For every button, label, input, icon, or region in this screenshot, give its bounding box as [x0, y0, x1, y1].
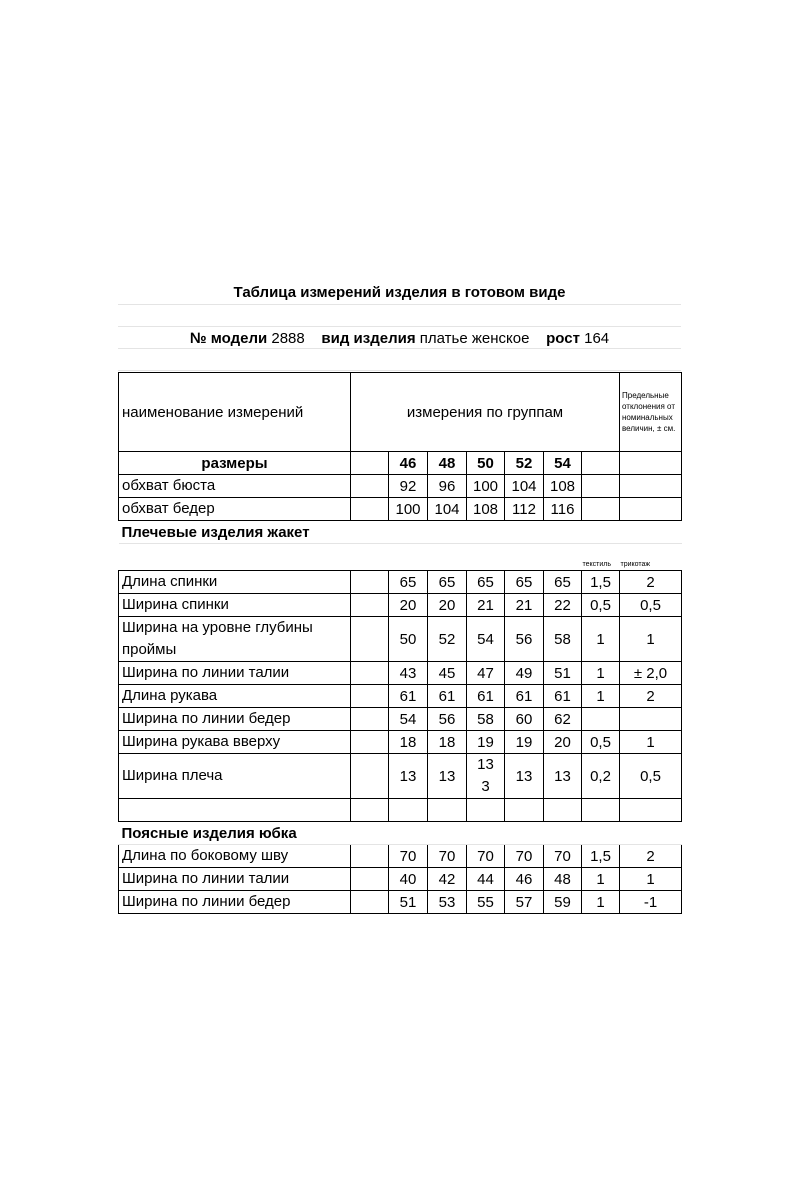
tolerance-knit: 2 [620, 685, 682, 708]
tolerance-textile [582, 498, 620, 521]
empty-cell [351, 799, 389, 822]
tolerance-textile: 0,2 [582, 754, 620, 799]
measurement-value: 92 [389, 475, 428, 498]
measurement-value: 52 [428, 617, 467, 662]
measurement-value: 54 [389, 708, 428, 731]
tolerance-label-knit: трикотаж [620, 544, 682, 571]
measurement-value: 61 [428, 685, 467, 708]
measurement-value: 100 [467, 475, 505, 498]
size-50: 50 [467, 452, 505, 475]
measurement-value: 61 [467, 685, 505, 708]
size-52: 52 [505, 452, 544, 475]
measurement-value: 60 [505, 708, 544, 731]
measurement-value: 20 [389, 594, 428, 617]
empty-cell [351, 452, 389, 475]
measurement-value: 49 [505, 662, 544, 685]
section-row [119, 521, 682, 544]
measurement-value: 22 [544, 594, 582, 617]
measurement-value: 65 [428, 571, 467, 594]
measurement-value: 116 [544, 498, 582, 521]
table-row [119, 708, 682, 731]
tolerance-textile: 1 [582, 891, 620, 914]
measurement-value: 19 [505, 731, 544, 754]
empty-cell [351, 868, 389, 891]
table-row [119, 498, 682, 521]
measurement-value: 58 [467, 708, 505, 731]
measurement-name: обхват бедер [119, 498, 351, 521]
measurement-value: 13 3 [467, 754, 505, 799]
measurement-value: 59 [544, 891, 582, 914]
table-row [119, 891, 682, 914]
empty-cell [119, 799, 351, 822]
measurement-name: Ширина рукава вверху [119, 731, 351, 754]
measurement-value: 108 [544, 475, 582, 498]
header-row [119, 373, 682, 452]
measurement-value: 44 [467, 868, 505, 891]
table-row [119, 868, 682, 891]
tolerance-textile: 1 [582, 685, 620, 708]
measurement-value: 65 [505, 571, 544, 594]
measurement-name: обхват бюста [119, 475, 351, 498]
model-info [118, 330, 681, 347]
measurement-value: 70 [505, 845, 544, 868]
measurement-value: 21 [505, 594, 544, 617]
measurement-value: 51 [544, 662, 582, 685]
measurement-value: 43 [389, 662, 428, 685]
tolerance-textile: 1 [582, 662, 620, 685]
header-tolerance-cell: Предельные отклонения от номинальных величин, ± см. [620, 373, 682, 452]
measurement-value: 65 [467, 571, 505, 594]
empty-cell [351, 731, 389, 754]
section-title-skirt: Поясные изделия юбка [119, 822, 682, 845]
empty-cell [351, 891, 389, 914]
empty-cell [544, 799, 582, 822]
tolerance-knit [620, 475, 682, 498]
tolerance-knit: 1 [620, 617, 682, 662]
measurement-value: 112 [505, 498, 544, 521]
empty-cell [467, 799, 505, 822]
measurement-value: 57 [505, 891, 544, 914]
measurement-name: Ширина на уровне глубины проймы [119, 617, 351, 662]
empty-cell [582, 452, 620, 475]
measurement-value: 13 [389, 754, 428, 799]
tolerance-knit: 1 [620, 731, 682, 754]
measurement-value: 100 [389, 498, 428, 521]
tolerance-textile [582, 475, 620, 498]
tolerance-knit: ± 2,0 [620, 662, 682, 685]
measurement-value: 53 [428, 891, 467, 914]
measurement-value: 108 [467, 498, 505, 521]
empty-cell [351, 571, 389, 594]
empty-cell [428, 799, 467, 822]
tolerance-knit [620, 708, 682, 731]
measurement-value: 18 [389, 731, 428, 754]
empty-cell [505, 799, 544, 822]
empty-cell [351, 475, 389, 498]
empty-cell [351, 617, 389, 662]
tolerance-label-row [119, 544, 682, 571]
measurement-value: 19 [467, 731, 505, 754]
table-row [119, 731, 682, 754]
measurement-value: 104 [505, 475, 544, 498]
measurement-value: 40 [389, 868, 428, 891]
measurement-value: 61 [389, 685, 428, 708]
measurement-value: 65 [389, 571, 428, 594]
tolerance-label-textile: текстиль [582, 544, 620, 571]
tolerance-knit: 1 [620, 868, 682, 891]
section-title-jacket: Плечевые изделия жакет [119, 521, 682, 544]
measurement-value: 61 [544, 685, 582, 708]
grid-row [118, 348, 681, 371]
measurement-value: 13 [544, 754, 582, 799]
tolerance-knit: 0,5 [620, 754, 682, 799]
empty-cell [351, 754, 389, 799]
tolerance-knit: 2 [620, 845, 682, 868]
measurement-value: 65 [544, 571, 582, 594]
tolerance-textile: 1 [582, 868, 620, 891]
measurement-value: 70 [389, 845, 428, 868]
tolerance-textile: 1 [582, 617, 620, 662]
table-row [119, 475, 682, 498]
measurement-value: 42 [428, 868, 467, 891]
sizes-row [119, 452, 682, 475]
type-label: вид изделия [321, 330, 416, 347]
tolerance-knit: 0,5 [620, 594, 682, 617]
table-row [119, 754, 682, 799]
measurement-value: 51 [389, 891, 428, 914]
tolerance-textile [582, 708, 620, 731]
measurement-value: 20 [544, 731, 582, 754]
empty-cell [351, 594, 389, 617]
measurement-value: 56 [428, 708, 467, 731]
measurement-value: 46 [505, 868, 544, 891]
measurement-value: 50 [389, 617, 428, 662]
empty-cell [620, 799, 682, 822]
measurement-value: 13 [505, 754, 544, 799]
empty-row [119, 799, 682, 822]
measurement-name: Ширина по линии бедер [119, 891, 351, 914]
table-row [119, 685, 682, 708]
empty-cell [351, 498, 389, 521]
header-name-cell: наименование измерений [119, 373, 351, 452]
measurement-value: 70 [428, 845, 467, 868]
measurement-value: 21 [467, 594, 505, 617]
tolerance-knit: -1 [620, 891, 682, 914]
empty-cell [119, 544, 582, 571]
measurement-name: Длина спинки [119, 571, 351, 594]
table-row [119, 617, 682, 662]
measurement-value: 96 [428, 475, 467, 498]
tolerance-knit [620, 498, 682, 521]
measurement-value: 56 [505, 617, 544, 662]
measurement-value: 13 [428, 754, 467, 799]
measurement-name: Ширина плеча [119, 754, 351, 799]
empty-cell [351, 708, 389, 731]
size-48: 48 [428, 452, 467, 475]
measurement-value: 45 [428, 662, 467, 685]
tolerance-textile: 1,5 [582, 845, 620, 868]
measurement-value: 20 [428, 594, 467, 617]
measurement-value: 61 [505, 685, 544, 708]
tolerance-textile: 0,5 [582, 594, 620, 617]
empty-cell [351, 845, 389, 868]
measurement-name: Длина по боковому шву [119, 845, 351, 868]
header-groups-cell: измерения по группам [351, 373, 620, 452]
tolerance-knit: 2 [620, 571, 682, 594]
measurement-name: Ширина по линии бедер [119, 708, 351, 731]
empty-cell [351, 685, 389, 708]
height-label: рост [546, 330, 580, 347]
table-row [119, 845, 682, 868]
measurement-value: 62 [544, 708, 582, 731]
type-value: платье женское [419, 330, 530, 347]
measurement-value: 54 [467, 617, 505, 662]
size-46: 46 [389, 452, 428, 475]
measurement-value: 48 [544, 868, 582, 891]
sizes-label: размеры [119, 452, 351, 475]
empty-cell [620, 452, 682, 475]
tolerance-textile: 1,5 [582, 571, 620, 594]
measurement-name: Ширина по линии талии [119, 868, 351, 891]
grid-row [118, 304, 681, 327]
measurement-value: 104 [428, 498, 467, 521]
table-row [119, 594, 682, 617]
height-value: 164 [584, 330, 610, 347]
measurement-value: 70 [544, 845, 582, 868]
model-label: № модели [189, 330, 268, 347]
empty-cell [351, 662, 389, 685]
measurement-value: 18 [428, 731, 467, 754]
sheet-title: Таблица измерений изделия в готовом виде [233, 284, 566, 301]
measurement-value: 70 [467, 845, 505, 868]
measurement-table [118, 372, 682, 914]
measurement-value: 58 [544, 617, 582, 662]
table-row [119, 571, 682, 594]
tolerance-textile: 0,5 [582, 731, 620, 754]
section-row [119, 822, 682, 845]
model-value: 2888 [271, 330, 305, 347]
empty-cell [389, 799, 428, 822]
table-row [119, 662, 682, 685]
measurement-name: Ширина спинки [119, 594, 351, 617]
measurement-value: 55 [467, 891, 505, 914]
measurement-value: 47 [467, 662, 505, 685]
empty-cell [582, 799, 620, 822]
size-54: 54 [544, 452, 582, 475]
measurement-name: Длина рукава [119, 685, 351, 708]
measurement-name: Ширина по линии талии [119, 662, 351, 685]
